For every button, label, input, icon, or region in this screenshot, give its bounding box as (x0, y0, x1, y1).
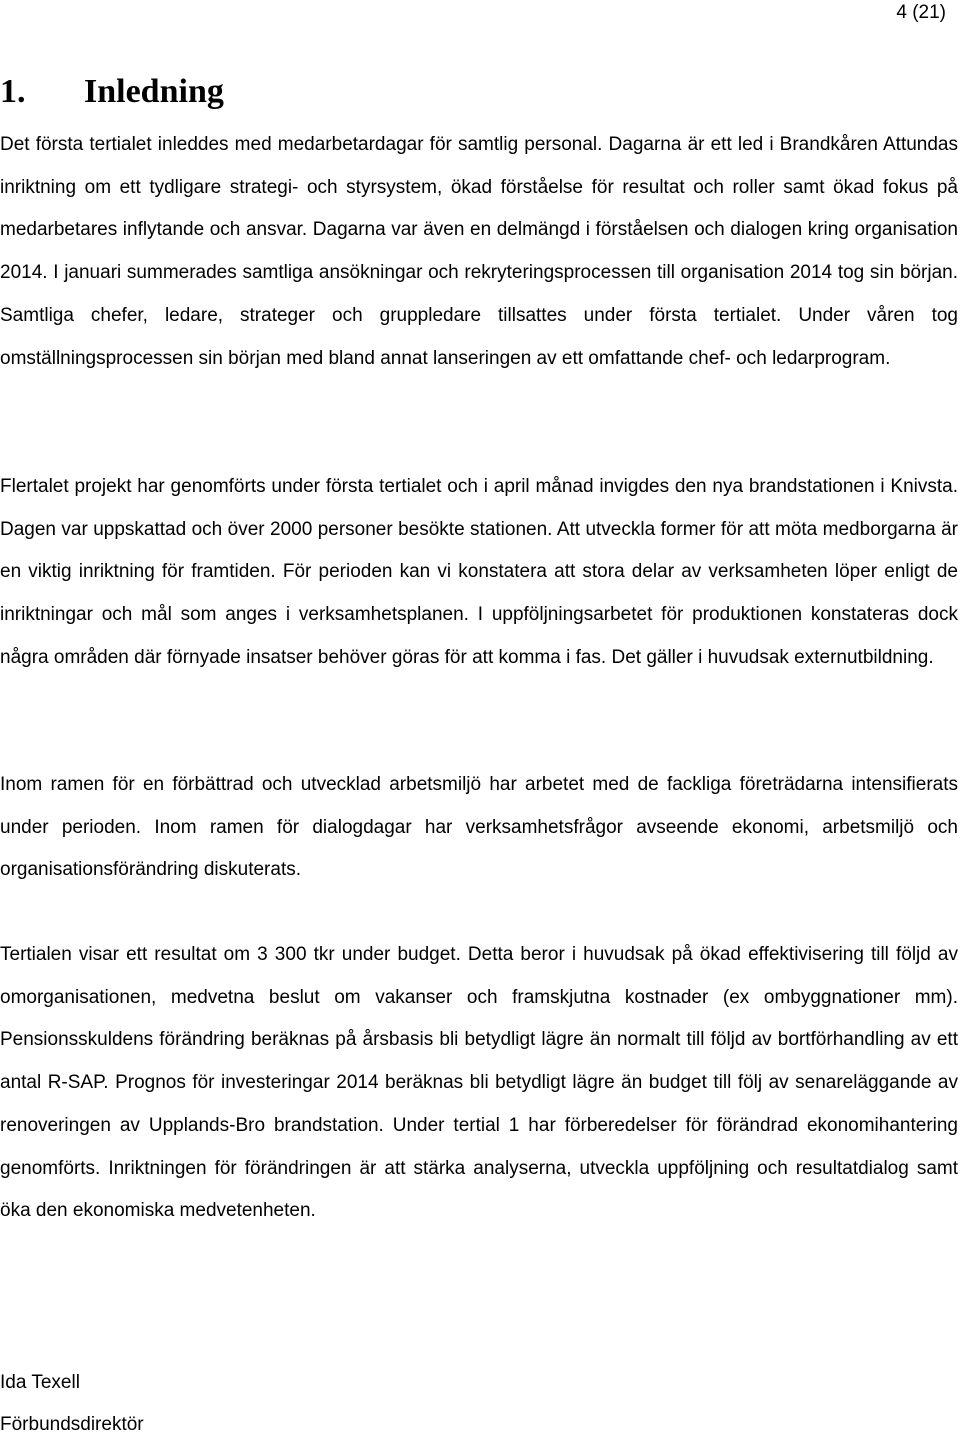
signature-title: Förbundsdirektör (0, 1414, 144, 1435)
section-heading (0, 70, 224, 114)
section-title: Inledning (84, 73, 224, 110)
body-paragraph-3: Inom ramen för en förbättrad och utvecklad arbetsmiljö har arbetet med de fackliga företrädarna intensifierats under perioden. Inom ramen för dialogdagar har verksamhetsfrågor avseende ekonomi, arbetsmiljö och organisationsförändring diskuterats. (0, 774, 958, 881)
page-number: 4 (21) (896, 2, 946, 23)
body-paragraph-2: Flertalet projekt har genomförts under första tertialet och i april månad invigdes den nya brandstationen i Knivsta. Dagen var uppskattad och över 2000 personer besökte stationen. Att utveckla former för att möta medborgarna är en viktig inriktning för framtiden. För perioden kan vi konstatera att stora delar av verksamheten löper enligt de inriktningar och mål som anges i verksamhetsplanen. I uppföljningsarbetet för produktionen konstateras dock några områden där förnyade insatser behöver göras för att komma i fas. Det gäller i huvudsak externutbildning. (0, 476, 958, 668)
section-number: 1. (0, 73, 26, 110)
body-paragraph-4: Tertialen visar ett resultat om 3 300 tkr under budget. Detta beror i huvudsak på ökad effektivisering till följd av omorganisationen, medvetna beslut om vakanser och framskjutna kostnader (ex ombyggnationer mm). Pensionsskuldens förändring beräknas på årsbasis bli betydligt lägre än normalt till följd av bortförhandling av ett antal R-SAP. Prognos för investeringar 2014 beräknas bli betydligt lägre än budget till följ av senareläggande av renoveringen av Upplands-Bro brandstation. Under tertial 1 har förberedelser för förändrad ekonomihantering genomförts. Inriktningen för förändringen är att stärka analyserna, utveckla uppföljning och resultatdialog samt öka den ekonomiska medvetenheten. (0, 944, 958, 1222)
signature-name: Ida Texell (0, 1372, 80, 1393)
body-paragraph-1: Det första tertialet inleddes med medarbetardagar för samtlig personal. Dagarna är ett led i Brandkåren Attundas inriktning om ett tydligare strategi- och styrsystem, ökad förståelse för resultat och roller samt ökad fokus på medarbetares inflytande och ansvar. Dagarna var även en delmängd i förståelsen och dialogen kring organisation 2014. I januari summerades samtliga ansökningar och rekryteringsprocessen till organisation 2014 tog sin början. Samtliga chefer, ledare, strateger och gruppledare tillsattes under första tertialet. Under våren tog omställningsprocessen sin början med bland annat lanseringen av ett omfattande chef- och ledarprogram. (0, 134, 958, 369)
